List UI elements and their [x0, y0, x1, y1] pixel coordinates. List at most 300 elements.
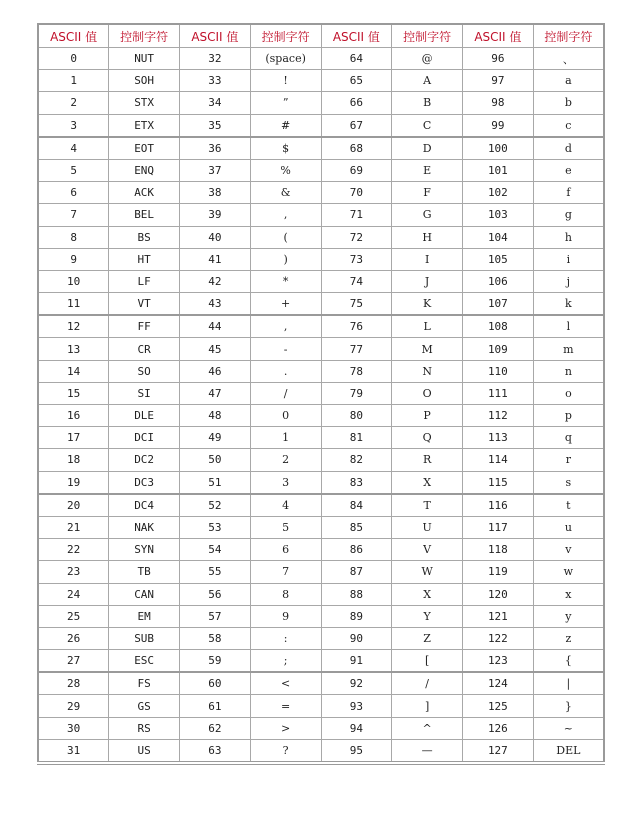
table-row	[38, 561, 604, 583]
cell-ascii-value: 88	[321, 583, 392, 605]
cell-ascii-value: 121	[463, 605, 534, 627]
cell-ascii-value: 94	[321, 717, 392, 739]
cell-char: :	[250, 627, 321, 649]
cell-ascii-value: 110	[463, 360, 534, 382]
cell-char: O	[392, 382, 463, 404]
cell-char: }	[533, 695, 604, 717]
cell-ascii-value: 23	[38, 561, 109, 583]
table-row	[38, 650, 604, 673]
cell-char: ~	[533, 717, 604, 739]
cell-char: /	[250, 382, 321, 404]
cell-char: *	[250, 270, 321, 292]
cell-control-char: CAN	[109, 583, 180, 605]
cell-char: Q	[392, 427, 463, 449]
cell-ascii-value: 57	[180, 605, 251, 627]
cell-ascii-value: 81	[321, 427, 392, 449]
cell-char: M	[392, 338, 463, 360]
cell-ascii-value: 64	[321, 48, 392, 70]
table-row	[38, 427, 604, 449]
cell-control-char: ETX	[109, 114, 180, 137]
cell-char: 7	[250, 561, 321, 583]
cell-control-char: STX	[109, 92, 180, 114]
cell-ascii-value: 18	[38, 449, 109, 471]
cell-ascii-value: 12	[38, 315, 109, 338]
cell-ascii-value: 80	[321, 405, 392, 427]
cell-char: w	[533, 561, 604, 583]
cell-ascii-value: 82	[321, 449, 392, 471]
table-row	[38, 70, 604, 92]
cell-ascii-value: 50	[180, 449, 251, 471]
header-ascii-value: ASCII 值	[38, 24, 109, 48]
cell-ascii-value: 31	[38, 739, 109, 763]
cell-ascii-value: 45	[180, 338, 251, 360]
cell-ascii-value: 32	[180, 48, 251, 70]
cell-char: ;	[250, 650, 321, 673]
cell-char: -	[250, 338, 321, 360]
cell-char: t	[533, 494, 604, 517]
cell-ascii-value: 47	[180, 382, 251, 404]
cell-ascii-value: 24	[38, 583, 109, 605]
cell-ascii-value: 91	[321, 650, 392, 673]
cell-ascii-value: 70	[321, 182, 392, 204]
cell-control-char: FF	[109, 315, 180, 338]
cell-ascii-value: 2	[38, 92, 109, 114]
cell-control-char: DLE	[109, 405, 180, 427]
header-ascii-value: ASCII 值	[180, 24, 251, 48]
cell-control-char: DCI	[109, 427, 180, 449]
cell-char: >	[250, 717, 321, 739]
cell-ascii-value: 126	[463, 717, 534, 739]
cell-ascii-value: 42	[180, 270, 251, 292]
cell-ascii-value: 9	[38, 248, 109, 270]
cell-ascii-value: 36	[180, 137, 251, 160]
cell-ascii-value: 38	[180, 182, 251, 204]
table-row	[38, 695, 604, 717]
cell-ascii-value: 87	[321, 561, 392, 583]
cell-char: j	[533, 270, 604, 292]
cell-ascii-value: 59	[180, 650, 251, 673]
cell-char: 0	[250, 405, 321, 427]
cell-ascii-value: 74	[321, 270, 392, 292]
cell-ascii-value: 106	[463, 270, 534, 292]
cell-ascii-value: 115	[463, 471, 534, 494]
cell-char: @	[392, 48, 463, 70]
cell-char: F	[392, 182, 463, 204]
cell-control-char: DC4	[109, 494, 180, 517]
cell-char: l	[533, 315, 604, 338]
cell-control-char: SOH	[109, 70, 180, 92]
cell-char: /	[392, 672, 463, 695]
table-row	[38, 449, 604, 471]
cell-ascii-value: 112	[463, 405, 534, 427]
cell-char: J	[392, 270, 463, 292]
cell-char: X	[392, 471, 463, 494]
cell-ascii-value: 40	[180, 226, 251, 248]
table-row	[38, 494, 604, 517]
cell-char: K	[392, 293, 463, 316]
table-row	[38, 672, 604, 695]
cell-char: A	[392, 70, 463, 92]
table-row	[38, 605, 604, 627]
cell-ascii-value: 79	[321, 382, 392, 404]
table-row	[38, 315, 604, 338]
table-row	[38, 270, 604, 292]
cell-char: N	[392, 360, 463, 382]
table-row	[38, 360, 604, 382]
cell-ascii-value: 118	[463, 539, 534, 561]
cell-char: ^	[392, 717, 463, 739]
cell-char: 9	[250, 605, 321, 627]
cell-char: 5	[250, 516, 321, 538]
header-control-char: 控制字符	[392, 24, 463, 48]
cell-ascii-value: 19	[38, 471, 109, 494]
cell-char: &	[250, 182, 321, 204]
cell-char: 3	[250, 471, 321, 494]
cell-ascii-value: 22	[38, 539, 109, 561]
cell-ascii-value: 71	[321, 204, 392, 226]
cell-char: $	[250, 137, 321, 160]
cell-char: ,	[250, 204, 321, 226]
cell-ascii-value: 97	[463, 70, 534, 92]
cell-ascii-value: 46	[180, 360, 251, 382]
cell-char: [	[392, 650, 463, 673]
cell-ascii-value: 10	[38, 270, 109, 292]
cell-ascii-value: 61	[180, 695, 251, 717]
cell-ascii-value: 83	[321, 471, 392, 494]
cell-ascii-value: 39	[180, 204, 251, 226]
cell-char: X	[392, 583, 463, 605]
cell-ascii-value: 30	[38, 717, 109, 739]
cell-char: 2	[250, 449, 321, 471]
cell-char: 4	[250, 494, 321, 517]
cell-ascii-value: 44	[180, 315, 251, 338]
cell-ascii-value: 58	[180, 627, 251, 649]
cell-ascii-value: 5	[38, 159, 109, 181]
cell-char: a	[533, 70, 604, 92]
cell-ascii-value: 0	[38, 48, 109, 70]
cell-ascii-value: 76	[321, 315, 392, 338]
cell-char: d	[533, 137, 604, 160]
cell-control-char: BEL	[109, 204, 180, 226]
cell-char: !	[250, 70, 321, 92]
cell-char: T	[392, 494, 463, 517]
cell-ascii-value: 49	[180, 427, 251, 449]
cell-ascii-value: 51	[180, 471, 251, 494]
cell-ascii-value: 7	[38, 204, 109, 226]
cell-ascii-value: 48	[180, 405, 251, 427]
cell-char: #	[250, 114, 321, 137]
table-row	[38, 627, 604, 649]
cell-ascii-value: 114	[463, 449, 534, 471]
cell-control-char: BS	[109, 226, 180, 248]
cell-ascii-value: 111	[463, 382, 534, 404]
cell-ascii-value: 75	[321, 293, 392, 316]
cell-control-char: EM	[109, 605, 180, 627]
cell-char: .	[250, 360, 321, 382]
cell-ascii-value: 102	[463, 182, 534, 204]
cell-char: W	[392, 561, 463, 583]
header-ascii-value: ASCII 值	[463, 24, 534, 48]
cell-ascii-value: 119	[463, 561, 534, 583]
cell-char: k	[533, 293, 604, 316]
cell-ascii-value: 60	[180, 672, 251, 695]
cell-ascii-value: 6	[38, 182, 109, 204]
table-body	[38, 48, 604, 764]
cell-ascii-value: 77	[321, 338, 392, 360]
cell-ascii-value: 63	[180, 739, 251, 763]
cell-char: c	[533, 114, 604, 137]
cell-ascii-value: 93	[321, 695, 392, 717]
table-row	[38, 583, 604, 605]
cell-ascii-value: 20	[38, 494, 109, 517]
cell-control-char: RS	[109, 717, 180, 739]
cell-control-char: GS	[109, 695, 180, 717]
table-row	[38, 182, 604, 204]
cell-ascii-value: 54	[180, 539, 251, 561]
cell-ascii-value: 124	[463, 672, 534, 695]
cell-ascii-value: 8	[38, 226, 109, 248]
cell-ascii-value: 55	[180, 561, 251, 583]
cell-char: u	[533, 516, 604, 538]
cell-ascii-value: 98	[463, 92, 534, 114]
cell-char: Y	[392, 605, 463, 627]
header-control-char: 控制字符	[109, 24, 180, 48]
table-row	[38, 48, 604, 70]
table-row	[38, 717, 604, 739]
cell-char: z	[533, 627, 604, 649]
table-row	[38, 137, 604, 160]
cell-control-char: SUB	[109, 627, 180, 649]
cell-char: p	[533, 405, 604, 427]
cell-ascii-value: 73	[321, 248, 392, 270]
cell-control-char: FS	[109, 672, 180, 695]
cell-char: v	[533, 539, 604, 561]
cell-ascii-value: 41	[180, 248, 251, 270]
cell-ascii-value: 104	[463, 226, 534, 248]
cell-ascii-value: 108	[463, 315, 534, 338]
cell-ascii-value: 67	[321, 114, 392, 137]
table-row	[38, 471, 604, 494]
cell-char: |	[533, 672, 604, 695]
cell-ascii-value: 13	[38, 338, 109, 360]
cell-char: E	[392, 159, 463, 181]
table-row	[38, 92, 604, 114]
table-row	[38, 516, 604, 538]
table-row	[38, 338, 604, 360]
cell-char: m	[533, 338, 604, 360]
cell-control-char: EOT	[109, 137, 180, 160]
cell-char: R	[392, 449, 463, 471]
cell-control-char: VT	[109, 293, 180, 316]
cell-control-char: ACK	[109, 182, 180, 204]
table-row	[38, 293, 604, 316]
cell-char: B	[392, 92, 463, 114]
cell-char: P	[392, 405, 463, 427]
cell-char: C	[392, 114, 463, 137]
cell-char: =	[250, 695, 321, 717]
header-control-char: 控制字符	[250, 24, 321, 48]
cell-ascii-value: 66	[321, 92, 392, 114]
cell-ascii-value: 53	[180, 516, 251, 538]
cell-ascii-value: 26	[38, 627, 109, 649]
table-row	[38, 159, 604, 181]
cell-ascii-value: 113	[463, 427, 534, 449]
cell-ascii-value: 62	[180, 717, 251, 739]
cell-control-char: ENQ	[109, 159, 180, 181]
cell-char: e	[533, 159, 604, 181]
cell-ascii-value: 122	[463, 627, 534, 649]
cell-ascii-value: 69	[321, 159, 392, 181]
cell-char: I	[392, 248, 463, 270]
table-row	[38, 382, 604, 404]
cell-ascii-value: 25	[38, 605, 109, 627]
cell-ascii-value: 127	[463, 739, 534, 763]
table-row	[38, 539, 604, 561]
cell-char: <	[250, 672, 321, 695]
cell-ascii-value: 1	[38, 70, 109, 92]
cell-control-char: DC2	[109, 449, 180, 471]
cell-char: r	[533, 449, 604, 471]
cell-ascii-value: 3	[38, 114, 109, 137]
table-row	[38, 248, 604, 270]
cell-char: %	[250, 159, 321, 181]
cell-control-char: CR	[109, 338, 180, 360]
cell-control-char: LF	[109, 270, 180, 292]
cell-ascii-value: 92	[321, 672, 392, 695]
cell-ascii-value: 16	[38, 405, 109, 427]
cell-char: —	[392, 739, 463, 763]
cell-ascii-value: 21	[38, 516, 109, 538]
cell-ascii-value: 103	[463, 204, 534, 226]
cell-char: i	[533, 248, 604, 270]
table-header-row	[38, 24, 604, 48]
cell-ascii-value: 107	[463, 293, 534, 316]
cell-char: 、	[533, 48, 604, 70]
cell-control-char: HT	[109, 248, 180, 270]
cell-control-char: TB	[109, 561, 180, 583]
cell-ascii-value: 116	[463, 494, 534, 517]
cell-ascii-value: 56	[180, 583, 251, 605]
cell-char: 1	[250, 427, 321, 449]
cell-ascii-value: 4	[38, 137, 109, 160]
cell-ascii-value: 105	[463, 248, 534, 270]
cell-ascii-value: 11	[38, 293, 109, 316]
cell-char: H	[392, 226, 463, 248]
cell-control-char: SYN	[109, 539, 180, 561]
table-row	[38, 114, 604, 137]
ascii-table	[37, 23, 605, 765]
cell-ascii-value: 84	[321, 494, 392, 517]
cell-ascii-value: 34	[180, 92, 251, 114]
cell-control-char: NAK	[109, 516, 180, 538]
cell-ascii-value: 28	[38, 672, 109, 695]
cell-ascii-value: 120	[463, 583, 534, 605]
cell-char: G	[392, 204, 463, 226]
cell-char: ”	[250, 92, 321, 114]
cell-ascii-value: 109	[463, 338, 534, 360]
cell-ascii-value: 101	[463, 159, 534, 181]
cell-ascii-value: 52	[180, 494, 251, 517]
cell-char: DEL	[533, 739, 604, 763]
cell-ascii-value: 89	[321, 605, 392, 627]
cell-ascii-value: 14	[38, 360, 109, 382]
cell-char: x	[533, 583, 604, 605]
cell-ascii-value: 90	[321, 627, 392, 649]
cell-char: n	[533, 360, 604, 382]
cell-char: s	[533, 471, 604, 494]
cell-char: ?	[250, 739, 321, 763]
cell-control-char: SI	[109, 382, 180, 404]
cell-ascii-value: 72	[321, 226, 392, 248]
cell-ascii-value: 100	[463, 137, 534, 160]
cell-ascii-value: 65	[321, 70, 392, 92]
cell-char: 8	[250, 583, 321, 605]
cell-char: V	[392, 539, 463, 561]
cell-control-char: ESC	[109, 650, 180, 673]
cell-ascii-value: 78	[321, 360, 392, 382]
cell-char: L	[392, 315, 463, 338]
cell-char: Z	[392, 627, 463, 649]
cell-control-char: SO	[109, 360, 180, 382]
cell-ascii-value: 85	[321, 516, 392, 538]
cell-ascii-value: 125	[463, 695, 534, 717]
table-row	[38, 204, 604, 226]
cell-char: b	[533, 92, 604, 114]
ascii-table-container	[37, 23, 605, 765]
cell-char: h	[533, 226, 604, 248]
cell-char: ]	[392, 695, 463, 717]
cell-ascii-value: 37	[180, 159, 251, 181]
header-control-char: 控制字符	[533, 24, 604, 48]
cell-char: f	[533, 182, 604, 204]
cell-char: +	[250, 293, 321, 316]
table-row	[38, 739, 604, 763]
cell-char: 6	[250, 539, 321, 561]
cell-ascii-value: 43	[180, 293, 251, 316]
cell-control-char: US	[109, 739, 180, 763]
cell-char: )	[250, 248, 321, 270]
cell-ascii-value: 17	[38, 427, 109, 449]
cell-ascii-value: 86	[321, 539, 392, 561]
table-row	[38, 226, 604, 248]
cell-char: {	[533, 650, 604, 673]
cell-char: ,	[250, 315, 321, 338]
header-ascii-value: ASCII 值	[321, 24, 392, 48]
cell-char: q	[533, 427, 604, 449]
cell-char: (	[250, 226, 321, 248]
cell-control-char: DC3	[109, 471, 180, 494]
cell-char: U	[392, 516, 463, 538]
cell-char: o	[533, 382, 604, 404]
cell-ascii-value: 33	[180, 70, 251, 92]
cell-ascii-value: 99	[463, 114, 534, 137]
cell-char: y	[533, 605, 604, 627]
cell-control-char: NUT	[109, 48, 180, 70]
cell-ascii-value: 117	[463, 516, 534, 538]
cell-ascii-value: 27	[38, 650, 109, 673]
cell-ascii-value: 123	[463, 650, 534, 673]
cell-ascii-value: 29	[38, 695, 109, 717]
cell-ascii-value: 96	[463, 48, 534, 70]
table-row	[38, 405, 604, 427]
cell-ascii-value: 95	[321, 739, 392, 763]
cell-ascii-value: 35	[180, 114, 251, 137]
cell-char: D	[392, 137, 463, 160]
cell-char: g	[533, 204, 604, 226]
cell-char: (space)	[250, 48, 321, 70]
cell-ascii-value: 15	[38, 382, 109, 404]
cell-ascii-value: 68	[321, 137, 392, 160]
